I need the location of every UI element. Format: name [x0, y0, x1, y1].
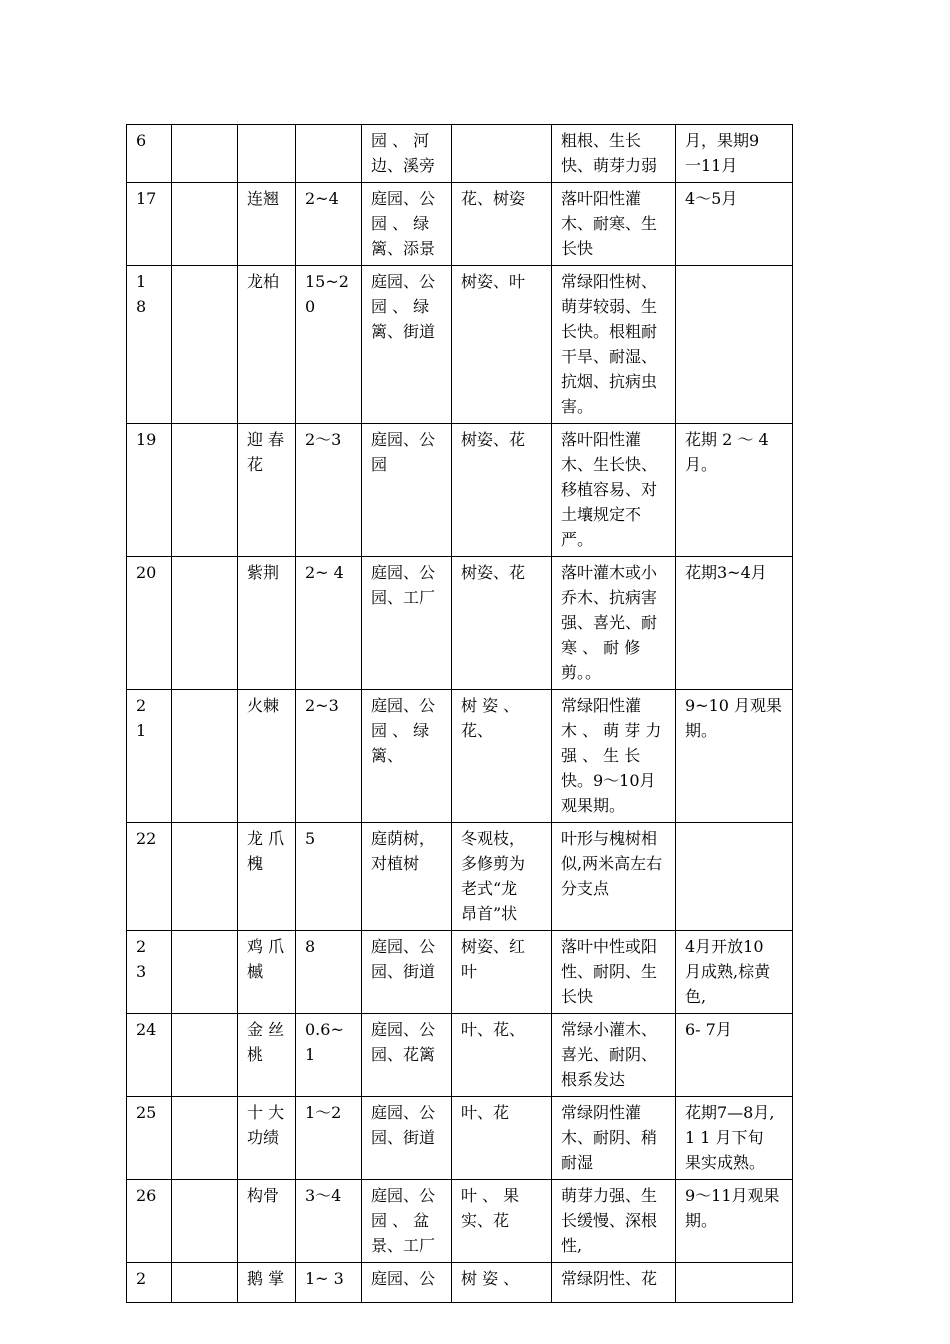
habit-cell: 常绿阳性灌 木 、 萌 芽 力 强 、 生 长 快。9～10月 观果期。 — [552, 690, 676, 823]
ornamental-feature-cell: 叶、花、 — [452, 1014, 552, 1097]
plant-name-cell: 连翘 — [238, 183, 296, 266]
blank-cell — [172, 266, 238, 424]
height-cell: 1～2 — [296, 1097, 362, 1180]
row-number-cell: 26 — [127, 1180, 172, 1263]
row-number-cell: 20 — [127, 557, 172, 690]
blank-cell — [172, 125, 238, 183]
period-cell: 6- 7月 — [676, 1014, 793, 1097]
row-number-cell: 22 — [127, 823, 172, 931]
plant-name-cell: 金 丝 桃 — [238, 1014, 296, 1097]
table-row — [127, 183, 793, 266]
plant-name-cell: 紫荆 — [238, 557, 296, 690]
period-cell — [676, 1263, 793, 1303]
habit-cell: 落叶阳性灌 木、耐寒、生 长快 — [552, 183, 676, 266]
habit-cell: 常绿阳性树、 萌芽较弱、生 长快。根粗耐 干旱、耐湿、 抗烟、抗病虫 害。 — [552, 266, 676, 424]
blank-cell — [172, 1263, 238, 1303]
habit-cell: 落叶灌木或小 乔木、抗病害 强、喜光、耐 寒 、 耐 修 剪。。 — [552, 557, 676, 690]
row-number-cell: 24 — [127, 1014, 172, 1097]
habit-cell: 常绿小灌木、 喜光、耐阴、 根系发达 — [552, 1014, 676, 1097]
usage-cell: 庭园、公 园 — [362, 424, 452, 557]
row-number-cell: 2 — [127, 1263, 172, 1303]
height-cell: 0.6~1 — [296, 1014, 362, 1097]
period-cell: 4月开放10 月成熟,棕黄 色, — [676, 931, 793, 1014]
period-cell: 4～5月 — [676, 183, 793, 266]
period-cell — [676, 823, 793, 931]
usage-cell: 庭园、公 园 、 绿 篱、添景 — [362, 183, 452, 266]
row-number-cell: 2 3 — [127, 931, 172, 1014]
table-row — [127, 823, 793, 931]
blank-cell — [172, 931, 238, 1014]
plant-name-cell: 迎 春 花 — [238, 424, 296, 557]
ornamental-feature-cell: 树姿、花 — [452, 424, 552, 557]
period-cell: 花期 2 ～ 4 月。 — [676, 424, 793, 557]
table-row — [127, 1097, 793, 1180]
period-cell: 9~10 月观果 期。 — [676, 690, 793, 823]
period-cell: 9～11月观果 期。 — [676, 1180, 793, 1263]
habit-cell: 常绿阴性、花 — [552, 1263, 676, 1303]
period-cell: 花期3~4月 — [676, 557, 793, 690]
plant-name-cell: 火棘 — [238, 690, 296, 823]
row-number-cell: 17 — [127, 183, 172, 266]
period-cell: 月，果期9 一11月 — [676, 125, 793, 183]
table-row — [127, 557, 793, 690]
usage-cell: 庭园、公 园、街道 — [362, 931, 452, 1014]
usage-cell: 庭园、公 园、工厂 — [362, 557, 452, 690]
height-cell — [296, 125, 362, 183]
table-row — [127, 1263, 793, 1303]
ornamental-feature-cell: 树 姿 、 — [452, 1263, 552, 1303]
height-cell: 2~4 — [296, 183, 362, 266]
table-row — [127, 931, 793, 1014]
plant-name-cell: 鸡 爪 槭 — [238, 931, 296, 1014]
plant-name-cell: 构骨 — [238, 1180, 296, 1263]
row-number-cell: 6 — [127, 125, 172, 183]
period-cell — [676, 266, 793, 424]
ornamental-feature-cell: 花、树姿 — [452, 183, 552, 266]
table-row — [127, 424, 793, 557]
habit-cell: 叶形与槐树相 似,两米高左右 分支点 — [552, 823, 676, 931]
height-cell: 2~ 4 — [296, 557, 362, 690]
ornamental-feature-cell — [452, 125, 552, 183]
blank-cell — [172, 557, 238, 690]
ornamental-feature-cell: 树姿、叶 — [452, 266, 552, 424]
plant-name-cell: 鹅 掌 — [238, 1263, 296, 1303]
height-cell: 1~ 3 — [296, 1263, 362, 1303]
height-cell: 2~3 — [296, 690, 362, 823]
height-cell: 5 — [296, 823, 362, 931]
plant-name-cell — [238, 125, 296, 183]
ornamental-feature-cell: 树姿、花 — [452, 557, 552, 690]
plant-name-cell: 龙柏 — [238, 266, 296, 424]
usage-cell: 庭荫树， 对植树 — [362, 823, 452, 931]
row-number-cell: 1 8 — [127, 266, 172, 424]
habit-cell: 粗根、生长 快、萌芽力弱 — [552, 125, 676, 183]
habit-cell: 落叶中性或阳 性、耐阴、生 长快 — [552, 931, 676, 1014]
table-row — [127, 690, 793, 823]
table-row — [127, 266, 793, 424]
row-number-cell: 19 — [127, 424, 172, 557]
usage-cell: 庭园、公 园、街道 — [362, 1097, 452, 1180]
table-row — [127, 1180, 793, 1263]
usage-cell: 庭园、公 园 、 绿 篱、 — [362, 690, 452, 823]
usage-cell: 庭园、公 园、花篱 — [362, 1014, 452, 1097]
height-cell: 2～3 — [296, 424, 362, 557]
row-number-cell: 2 1 — [127, 690, 172, 823]
habit-cell: 萌芽力强、生 长缓慢、深根 性, — [552, 1180, 676, 1263]
ornamental-feature-cell: 树姿、红 叶 — [452, 931, 552, 1014]
table-row — [127, 1014, 793, 1097]
row-number-cell: 25 — [127, 1097, 172, 1180]
plant-table — [126, 124, 793, 1303]
blank-cell — [172, 183, 238, 266]
table-row — [127, 125, 793, 183]
blank-cell — [172, 1097, 238, 1180]
ornamental-feature-cell: 叶 、 果 实、花 — [452, 1180, 552, 1263]
habit-cell: 常绿阴性灌 木、耐阴、稍 耐湿 — [552, 1097, 676, 1180]
ornamental-feature-cell: 冬观枝， 多修剪为 老式“龙 昂首”状 — [452, 823, 552, 931]
usage-cell: 庭园、公 园 、 盆 景、工厂 — [362, 1180, 452, 1263]
habit-cell: 落叶阳性灌 木、生长快、 移植容易、对 土壤规定不 严。 — [552, 424, 676, 557]
ornamental-feature-cell: 树 姿 、 花、 — [452, 690, 552, 823]
usage-cell: 园 、 河 边、溪旁 — [362, 125, 452, 183]
height-cell: 15~2 0 — [296, 266, 362, 424]
blank-cell — [172, 424, 238, 557]
height-cell: 3～4 — [296, 1180, 362, 1263]
usage-cell: 庭园、公 园 、 绿 篱、街道 — [362, 266, 452, 424]
blank-cell — [172, 823, 238, 931]
usage-cell: 庭园、公 — [362, 1263, 452, 1303]
blank-cell — [172, 1014, 238, 1097]
plant-name-cell: 龙 爪 槐 — [238, 823, 296, 931]
height-cell: 8 — [296, 931, 362, 1014]
period-cell: 花期7—8月, 1 1 月下旬 果实成熟。 — [676, 1097, 793, 1180]
blank-cell — [172, 690, 238, 823]
blank-cell — [172, 1180, 238, 1263]
plant-name-cell: 十 大 功绩 — [238, 1097, 296, 1180]
ornamental-feature-cell: 叶、花 — [452, 1097, 552, 1180]
